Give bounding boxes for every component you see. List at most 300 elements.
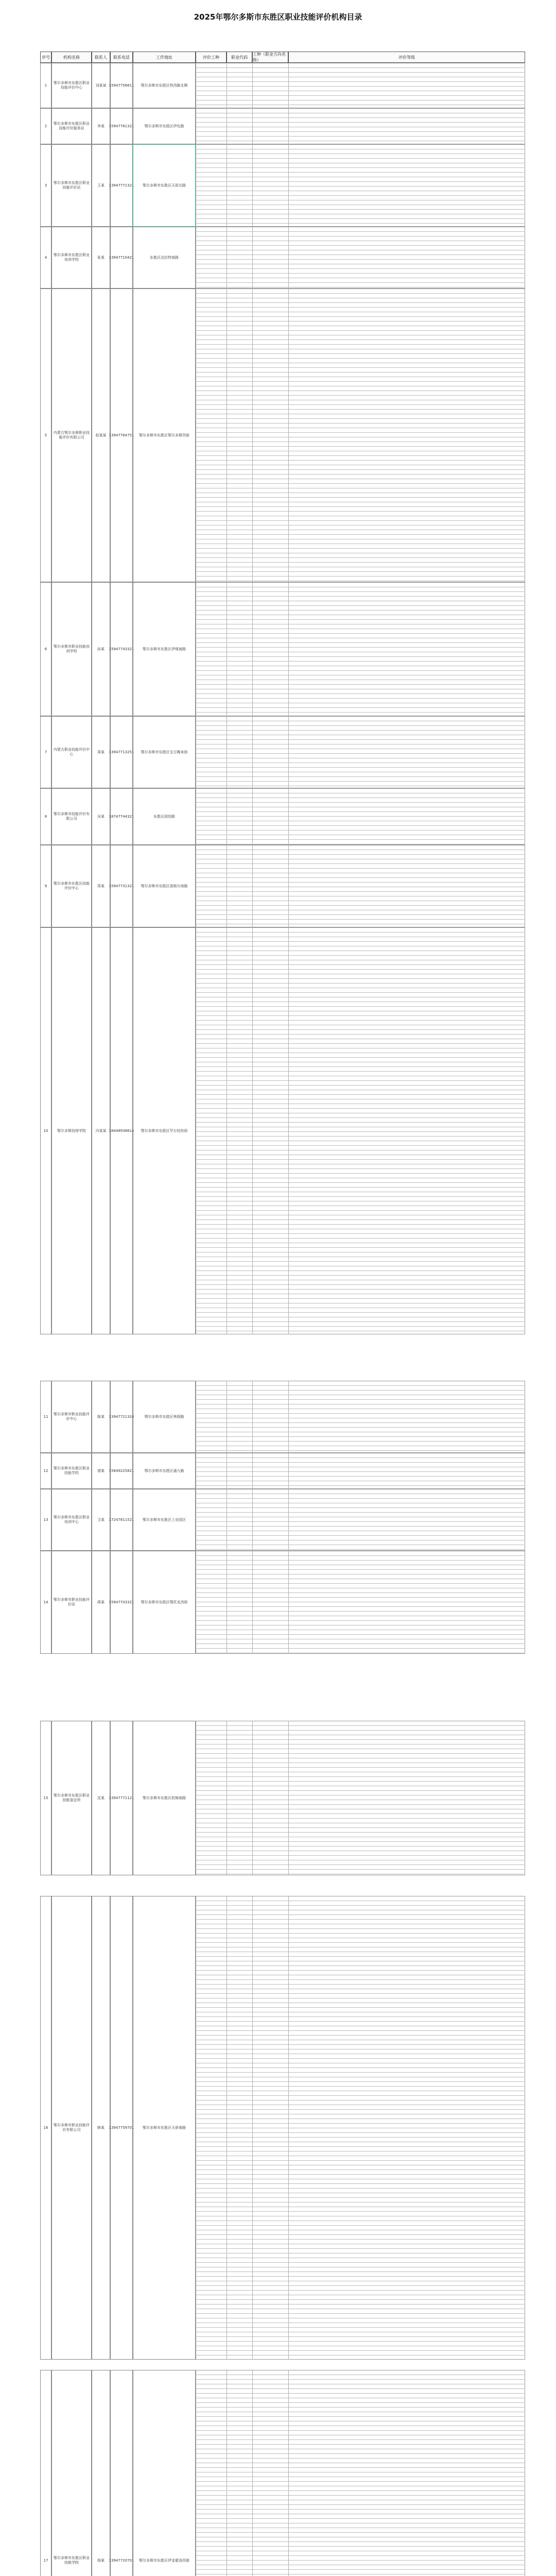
grid-row-line bbox=[196, 698, 525, 699]
grid-row-line bbox=[196, 1498, 525, 1499]
grid-row-line bbox=[196, 2290, 525, 2291]
grid-row-line bbox=[196, 1385, 525, 1386]
grid-row-line bbox=[196, 95, 525, 96]
job-grid bbox=[196, 1551, 525, 1654]
row-number: 14 bbox=[40, 1551, 51, 1654]
grid-row-line bbox=[196, 914, 525, 915]
row-number: 10 bbox=[40, 927, 51, 1334]
grid-row-line bbox=[196, 293, 525, 294]
grid-row-line bbox=[196, 596, 525, 597]
header-job-direction: 工种（职业方向名称） bbox=[252, 52, 288, 63]
grid-row-line bbox=[196, 302, 525, 303]
row-number: 3 bbox=[40, 144, 51, 227]
contact-person: 蒋某 bbox=[92, 1551, 110, 1654]
grid-row-line bbox=[196, 2183, 525, 2184]
org-name: 鄂尔多斯市东胜区职业技能学校 bbox=[51, 1453, 92, 1489]
grid-row-line bbox=[196, 1827, 525, 1828]
grid-column-line bbox=[252, 1551, 253, 1654]
work-address: 东胜区达拉特南路 bbox=[133, 227, 196, 289]
grid-row-line bbox=[196, 511, 525, 512]
contact-person: 韩某 bbox=[92, 1896, 110, 2360]
grid-row-line bbox=[196, 670, 525, 671]
grid-column-line bbox=[288, 1551, 289, 1654]
grid-row-line bbox=[196, 562, 525, 563]
contact-person: 杨某 bbox=[92, 2370, 110, 2576]
job-grid bbox=[196, 2370, 525, 2576]
grid-row-line bbox=[196, 172, 525, 173]
grid-row-line bbox=[196, 1247, 525, 1248]
grid-row-line bbox=[196, 1725, 525, 1726]
grid-row-line bbox=[196, 432, 525, 433]
grid-row-line bbox=[196, 1993, 525, 1994]
grid-row-line bbox=[196, 882, 525, 883]
grid-column-line bbox=[288, 2370, 289, 2576]
grid-row-line bbox=[196, 1219, 525, 1220]
contact-person: 郑某 bbox=[92, 845, 110, 927]
grid-row-line bbox=[196, 2350, 525, 2351]
grid-row-line bbox=[196, 1767, 525, 1768]
grid-row-line bbox=[196, 1210, 525, 1211]
grid-row-line bbox=[196, 1970, 525, 1971]
contact-person: 卫某 bbox=[92, 1489, 110, 1551]
grid-row-line bbox=[196, 2467, 525, 2468]
org-name: 鄂尔多斯市东胜区职业技能鉴定所 bbox=[51, 1721, 92, 1875]
grid-row-line bbox=[196, 2225, 525, 2226]
grid-row-line bbox=[196, 642, 525, 643]
grid-row-line bbox=[196, 2016, 525, 2017]
work-address: 东胜区团结路 bbox=[133, 788, 196, 845]
grid-row-line bbox=[196, 231, 525, 232]
grid-row-line bbox=[196, 656, 525, 657]
grid-row-line bbox=[196, 1507, 525, 1508]
grid-row-line bbox=[196, 1326, 525, 1327]
phone-number: 13947713251 bbox=[110, 716, 133, 788]
grid-row-line bbox=[196, 404, 525, 405]
grid-row-line bbox=[196, 2174, 525, 2175]
page-title: 2025年鄂尔多斯市东胜区职业技能评价机构目录 bbox=[194, 12, 362, 22]
grid-row-line bbox=[196, 1275, 525, 1276]
grid-row-line bbox=[196, 1427, 525, 1428]
grid-row-line bbox=[196, 992, 525, 993]
grid-row-line bbox=[196, 839, 525, 840]
grid-row-line bbox=[196, 2341, 525, 2342]
grid-row-line bbox=[196, 605, 525, 606]
grid-row-line bbox=[196, 2197, 525, 2198]
grid-row-line bbox=[196, 483, 525, 484]
grid-row-line bbox=[196, 2044, 525, 2045]
grid-column-line bbox=[252, 582, 253, 716]
header-job-type: 评价工种 bbox=[196, 52, 227, 63]
grid-row-line bbox=[196, 1312, 525, 1313]
work-address: 鄂尔多斯市东胜区伊化路 bbox=[133, 108, 196, 144]
org-name: 鄂尔多斯市东胜区职业培训中心 bbox=[51, 1489, 92, 1551]
grid-row-line bbox=[196, 1131, 525, 1132]
grid-row-line bbox=[196, 693, 525, 694]
grid-row-line bbox=[196, 2532, 525, 2533]
row-number: 13 bbox=[40, 1489, 51, 1551]
grid-row-line bbox=[196, 619, 525, 620]
grid-row-line bbox=[196, 1560, 525, 1561]
grid-row-line bbox=[196, 2430, 525, 2431]
grid-column-line bbox=[252, 63, 253, 108]
row-number: 7 bbox=[40, 716, 51, 788]
grid-row-line bbox=[196, 1592, 525, 1593]
grid-row-line bbox=[196, 2234, 525, 2235]
grid-row-line bbox=[196, 983, 525, 984]
grid-row-line bbox=[196, 2453, 525, 2454]
grid-row-line bbox=[196, 2123, 525, 2124]
grid-row-line bbox=[196, 2137, 525, 2138]
grid-row-line bbox=[196, 610, 525, 611]
grid-row-line bbox=[196, 2518, 525, 2519]
grid-row-line bbox=[196, 167, 525, 168]
grid-row-line bbox=[196, 1413, 525, 1414]
grid-row-line bbox=[196, 1450, 525, 1451]
grid-row-line bbox=[196, 1606, 525, 1607]
grid-row-line bbox=[196, 1620, 525, 1621]
grid-row-line bbox=[196, 2481, 525, 2482]
grid-row-line bbox=[196, 520, 525, 521]
grid-row-line bbox=[196, 1224, 525, 1225]
org-name: 鄂尔多斯市东胜区职业技能学院 bbox=[51, 2370, 92, 2576]
grid-row-line bbox=[196, 2541, 525, 2542]
grid-row-line bbox=[196, 1471, 525, 1472]
grid-row-line bbox=[196, 1535, 525, 1536]
grid-row-line bbox=[196, 1145, 525, 1146]
grid-row-line bbox=[196, 1762, 525, 1763]
grid-row-line bbox=[196, 964, 525, 965]
grid-row-line bbox=[196, 712, 525, 713]
contact-person: 赵某某 bbox=[92, 289, 110, 582]
grid-row-line bbox=[196, 591, 525, 592]
grid-row-line bbox=[196, 877, 525, 878]
row-number: 6 bbox=[40, 582, 51, 716]
grid-row-line bbox=[196, 1549, 525, 1550]
grid-row-line bbox=[196, 218, 525, 219]
row-number: 16 bbox=[40, 1896, 51, 2360]
grid-column-line bbox=[288, 845, 289, 927]
grid-row-line bbox=[196, 571, 525, 572]
grid-row-line bbox=[196, 1085, 525, 1086]
grid-row-line bbox=[196, 1117, 525, 1118]
grid-row-line bbox=[196, 2490, 525, 2491]
grid-row-line bbox=[196, 409, 525, 410]
grid-row-line bbox=[196, 633, 525, 634]
grid-column-line bbox=[252, 1453, 253, 1489]
row-number: 17 bbox=[40, 2370, 51, 2576]
grid-row-line bbox=[196, 245, 525, 246]
phone-number: 15947703321 bbox=[110, 1551, 133, 1654]
grid-row-line bbox=[196, 707, 525, 708]
grid-row-line bbox=[196, 1597, 525, 1598]
org-name: 鄂尔多斯市职业技能评价站 bbox=[51, 1551, 92, 1654]
job-grid bbox=[196, 63, 525, 108]
job-grid bbox=[196, 788, 525, 845]
grid-row-line bbox=[196, 2081, 525, 2082]
grid-row-line bbox=[196, 1855, 525, 1856]
grid-row-line bbox=[196, 2132, 525, 2133]
grid-row-line bbox=[196, 802, 525, 803]
grid-row-line bbox=[196, 1739, 525, 1740]
grid-column-line bbox=[288, 927, 289, 1334]
grid-row-line bbox=[196, 1390, 525, 1391]
org-name: 鄂尔多斯市职业技能评价中心 bbox=[51, 1381, 92, 1453]
job-grid bbox=[196, 845, 525, 927]
grid-row-line bbox=[196, 1841, 525, 1842]
org-name: 鄂尔多斯市职业技能评价有限公司 bbox=[51, 1896, 92, 2360]
grid-row-line bbox=[196, 1080, 525, 1081]
grid-row-line bbox=[196, 811, 525, 812]
phone-number: 13947771121 bbox=[110, 1721, 133, 1875]
grid-row-line bbox=[196, 117, 525, 118]
header-phone: 联系电话 bbox=[110, 52, 133, 63]
grid-row-line bbox=[196, 1526, 525, 1527]
grid-row-line bbox=[196, 1298, 525, 1299]
grid-row-line bbox=[196, 2086, 525, 2087]
contact-person: 孙某 bbox=[92, 582, 110, 716]
org-name: 鄂尔多斯市东胜区职业技能评价服务站 bbox=[51, 108, 92, 144]
grid-row-line bbox=[196, 905, 525, 906]
header-org-name: 机构名称 bbox=[51, 52, 92, 63]
grid-row-line bbox=[196, 1818, 525, 1819]
grid-row-line bbox=[196, 576, 525, 577]
grid-row-line bbox=[196, 776, 525, 777]
grid-column-line bbox=[288, 716, 289, 788]
grid-row-line bbox=[196, 1611, 525, 1612]
grid-row-line bbox=[196, 2109, 525, 2110]
grid-row-line bbox=[196, 1173, 525, 1174]
grid-row-line bbox=[196, 1753, 525, 1754]
grid-row-line bbox=[196, 2388, 525, 2389]
selected-cell-outline[interactable] bbox=[133, 144, 196, 227]
grid-row-line bbox=[196, 969, 525, 970]
grid-column-line bbox=[288, 289, 289, 582]
grid-row-line bbox=[196, 1776, 525, 1777]
work-address: 鄂尔多斯市东胜区罕台轻纺街 bbox=[133, 927, 196, 1334]
grid-row-line bbox=[196, 358, 525, 359]
grid-row-line bbox=[196, 2546, 525, 2547]
grid-row-line bbox=[196, 1928, 525, 1929]
work-address: 鄂尔多斯市东胜区通九路 bbox=[133, 1453, 196, 1489]
grid-row-line bbox=[196, 259, 525, 260]
grid-row-line bbox=[196, 1869, 525, 1870]
phone-number: 13947721324 bbox=[110, 1381, 133, 1453]
grid-row-line bbox=[196, 273, 525, 274]
grid-row-line bbox=[196, 1136, 525, 1137]
grid-row-line bbox=[196, 181, 525, 182]
grid-column-line bbox=[288, 788, 289, 845]
grid-row-line bbox=[196, 1020, 525, 1021]
grid-row-line bbox=[196, 1094, 525, 1095]
org-name: 内蒙古职业技能评价中心 bbox=[51, 716, 92, 788]
grid-row-line bbox=[196, 506, 525, 507]
org-name: 内蒙古鄂尔多斯职业技能评价有限公司 bbox=[51, 289, 92, 582]
grid-row-line bbox=[196, 455, 525, 456]
grid-column-line bbox=[288, 108, 289, 144]
job-grid bbox=[196, 144, 525, 227]
grid-row-line bbox=[196, 2299, 525, 2300]
grid-row-line bbox=[196, 557, 525, 558]
grid-row-line bbox=[196, 2035, 525, 2036]
grid-row-line bbox=[196, 2313, 525, 2314]
grid-row-line bbox=[196, 1015, 525, 1016]
contact-person: 陈某 bbox=[92, 1381, 110, 1453]
grid-row-line bbox=[196, 1289, 525, 1290]
grid-row-line bbox=[196, 2262, 525, 2263]
row-number: 11 bbox=[40, 1381, 51, 1453]
grid-row-line bbox=[196, 1476, 525, 1477]
grid-row-line bbox=[196, 2407, 525, 2408]
grid-row-line bbox=[196, 81, 525, 82]
grid-row-line bbox=[196, 282, 525, 283]
job-grid bbox=[196, 289, 525, 582]
grid-row-line bbox=[196, 2248, 525, 2249]
grid-row-line bbox=[196, 1583, 525, 1584]
grid-row-line bbox=[196, 330, 525, 331]
grid-row-line bbox=[196, 816, 525, 817]
grid-row-line bbox=[196, 2285, 525, 2286]
grid-row-line bbox=[196, 1122, 525, 1123]
phone-number: 18448938614 bbox=[110, 927, 133, 1334]
grid-row-line bbox=[196, 753, 525, 754]
grid-row-line bbox=[196, 268, 525, 269]
grid-row-line bbox=[196, 1485, 525, 1486]
grid-row-line bbox=[196, 978, 525, 979]
row-number: 12 bbox=[40, 1453, 51, 1489]
grid-row-line bbox=[196, 2509, 525, 2510]
grid-row-line bbox=[196, 367, 525, 368]
grid-row-line bbox=[196, 955, 525, 956]
grid-row-line bbox=[196, 2276, 525, 2277]
grid-row-line bbox=[196, 534, 525, 535]
grid-row-line bbox=[196, 1790, 525, 1791]
grid-row-line bbox=[196, 1914, 525, 1915]
work-address: 鄂尔多斯市东胜区鄂托克西街 bbox=[133, 1551, 196, 1654]
row-number: 2 bbox=[40, 108, 51, 144]
grid-row-line bbox=[196, 209, 525, 210]
grid-row-line bbox=[196, 1057, 525, 1058]
job-grid bbox=[196, 582, 525, 716]
grid-row-line bbox=[196, 353, 525, 354]
grid-row-line bbox=[196, 1071, 525, 1072]
grid-row-line bbox=[196, 2569, 525, 2570]
grid-row-line bbox=[196, 2439, 525, 2440]
grid-column-line bbox=[252, 2370, 253, 2576]
grid-row-line bbox=[196, 1942, 525, 1943]
org-name: 鄂尔多斯市东胜区技能评价中心 bbox=[51, 845, 92, 927]
work-address: 鄂尔多斯市东胜区宝日陶亥街 bbox=[133, 716, 196, 788]
grid-row-line bbox=[196, 854, 525, 855]
contact-person: 刘某某 bbox=[92, 63, 110, 108]
phone-number: 13947771321 bbox=[110, 144, 133, 227]
grid-row-line bbox=[196, 1781, 525, 1782]
grid-column-line bbox=[252, 1381, 253, 1453]
phone-number: 15947761321 bbox=[110, 108, 133, 144]
grid-row-line bbox=[196, 136, 525, 137]
grid-row-line bbox=[196, 863, 525, 864]
work-address: 鄂尔多斯市东胜区天骄北路 bbox=[133, 144, 196, 227]
grid-column-line bbox=[252, 289, 253, 582]
job-grid bbox=[196, 1453, 525, 1489]
grid-row-line bbox=[196, 1984, 525, 1985]
grid-column-line bbox=[252, 788, 253, 845]
grid-row-line bbox=[196, 1108, 525, 1109]
contact-person: 王某 bbox=[92, 144, 110, 227]
work-address: 鄂尔多斯市东胜区天骄南路 bbox=[133, 1896, 196, 2360]
grid-row-line bbox=[196, 395, 525, 396]
grid-row-line bbox=[196, 2160, 525, 2161]
grid-row-line bbox=[196, 223, 525, 224]
row-number: 15 bbox=[40, 1721, 51, 1875]
org-name: 鄂尔多斯市东胜区职业技能评价站 bbox=[51, 144, 92, 227]
grid-row-line bbox=[196, 381, 525, 382]
grid-row-line bbox=[196, 1441, 525, 1442]
contact-person: 冯某某 bbox=[92, 927, 110, 1334]
grid-row-line bbox=[196, 1979, 525, 1980]
grid-row-line bbox=[196, 1034, 525, 1035]
header-no: 序号 bbox=[40, 52, 51, 63]
grid-row-line bbox=[196, 2560, 525, 2561]
grid-column-line bbox=[288, 1381, 289, 1453]
grid-row-line bbox=[196, 2379, 525, 2380]
header-level: 评价等级 bbox=[288, 52, 525, 63]
grid-row-line bbox=[196, 767, 525, 768]
contact-person: 吴某 bbox=[92, 788, 110, 845]
grid-column-line bbox=[288, 63, 289, 108]
grid-row-line bbox=[196, 2458, 525, 2459]
grid-row-line bbox=[196, 1043, 525, 1044]
job-grid bbox=[196, 927, 525, 1334]
grid-row-line bbox=[196, 932, 525, 933]
grid-row-line bbox=[196, 2072, 525, 2073]
grid-row-line bbox=[196, 2336, 525, 2337]
contact-person: 周某 bbox=[92, 716, 110, 788]
grid-row-line bbox=[196, 1233, 525, 1234]
grid-row-line bbox=[196, 2146, 525, 2147]
grid-column-line bbox=[252, 716, 253, 788]
grid-row-line bbox=[196, 2030, 525, 2031]
grid-row-line bbox=[196, 1832, 525, 1833]
grid-row-line bbox=[196, 497, 525, 498]
grid-column-line bbox=[252, 927, 253, 1334]
grid-row-line bbox=[196, 1006, 525, 1007]
grid-row-line bbox=[196, 1159, 525, 1160]
header-contact: 联系人 bbox=[92, 52, 110, 63]
grid-column-line bbox=[288, 144, 289, 227]
work-address: 鄂尔多斯市东胜区铁西路北侧 bbox=[133, 63, 196, 108]
grid-row-line bbox=[196, 684, 525, 685]
grid-row-line bbox=[196, 548, 525, 549]
grid-row-line bbox=[196, 2393, 525, 2394]
grid-row-line bbox=[196, 1436, 525, 1437]
grid-row-line bbox=[196, 158, 525, 159]
grid-column-line bbox=[288, 582, 289, 716]
grid-row-line bbox=[196, 1238, 525, 1239]
grid-row-line bbox=[196, 2239, 525, 2240]
grid-row-line bbox=[196, 1512, 525, 1513]
phone-number: 15947731321 bbox=[110, 845, 133, 927]
grid-row-line bbox=[196, 316, 525, 317]
grid-row-line bbox=[196, 460, 525, 461]
phone-number: 15947743321 bbox=[110, 582, 133, 716]
grid-row-line bbox=[196, 825, 525, 826]
grid-row-line bbox=[196, 1066, 525, 1067]
grid-row-line bbox=[196, 725, 525, 726]
grid-row-line bbox=[196, 1196, 525, 1197]
phone-number: 13947764751 bbox=[110, 289, 133, 582]
grid-row-line bbox=[196, 446, 525, 447]
grid-column-line bbox=[252, 144, 253, 227]
